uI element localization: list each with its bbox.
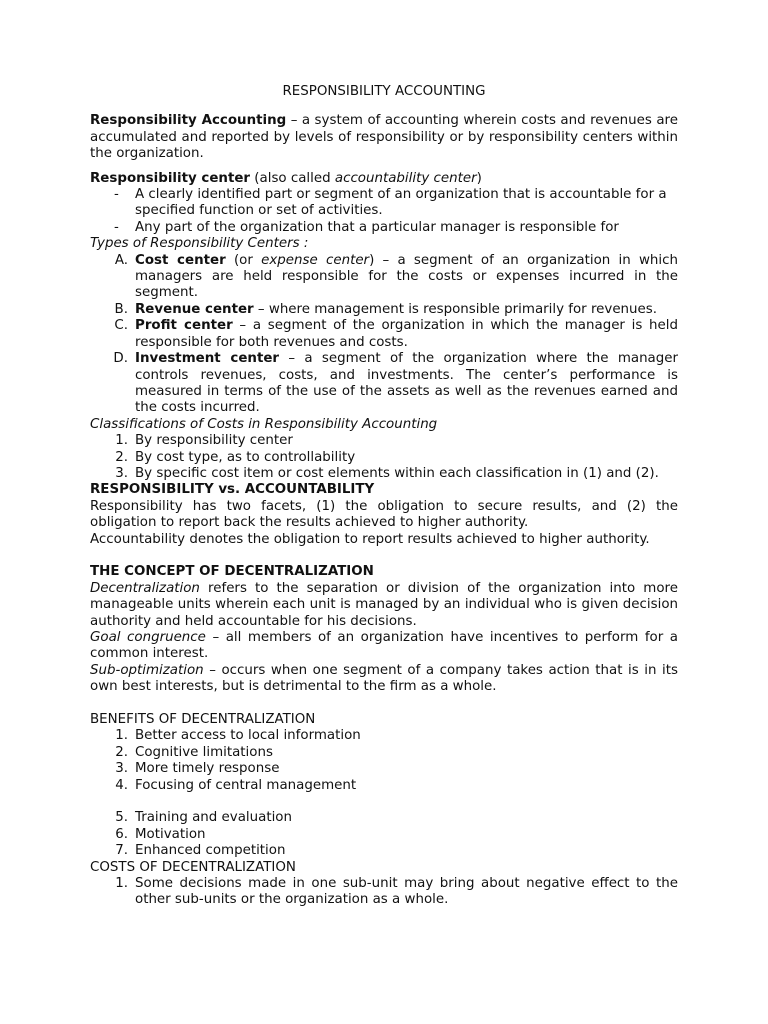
list-item-text: Focusing of central management: [135, 777, 357, 793]
document-body: [90, 84, 678, 909]
list-item-text: Better access to local information: [135, 728, 361, 744]
list-item-text: Training and evaluation: [135, 810, 292, 826]
list-item: [90, 745, 678, 761]
term: Profit center: [135, 318, 233, 334]
definition-text: – a system of accounting wherein costs and revenues are accumulated and reported by levels of responsibility or by responsibility centers within the organization.: [90, 113, 678, 162]
list-item: [90, 827, 678, 843]
term: Cost center: [135, 252, 226, 268]
classifications-heading: [90, 417, 678, 433]
list-item-text: Cognitive limitations: [135, 744, 273, 760]
section-heading-text: THE CONCEPT OF DECENTRALIZATION: [90, 564, 374, 580]
list-marker: C.: [114, 318, 128, 334]
list-marker: 4.: [115, 777, 128, 793]
decentralization-definition: [90, 581, 678, 630]
responsibility-vs-accountability-heading: [90, 482, 678, 498]
spacer: [90, 794, 678, 810]
list-marker: B.: [114, 301, 128, 317]
accountability-paragraph: Accountability denotes the obligation to report results achieved to higher authority.: [90, 531, 650, 547]
text: (also called: [250, 170, 335, 186]
text: ) – a segment of an organization in which managers are held responsible for the costs or expenses incurred in the segment.: [135, 252, 678, 301]
list-item-text: A clearly identified part or segment of an organization that is accountable for a specified function or set of activities.: [135, 187, 667, 219]
list-item-text: By specific cost item or cost elements within each classification in (1) and (2).: [135, 465, 659, 481]
list-marker: A.: [114, 252, 128, 268]
list-item: [90, 466, 678, 482]
term: Sub-optimization: [90, 662, 204, 678]
term: Investment center: [135, 351, 280, 367]
definition-text: refers to the separation or division of the organization into more manageable units wherein each unit is managed by an individual who is given decision authority and held accountable for his decisions.: [90, 580, 678, 629]
list-marker: D.: [113, 351, 128, 367]
list-marker: 3.: [115, 465, 128, 481]
costs-list: [90, 876, 678, 909]
list-marker: 6.: [115, 826, 128, 842]
classifications-list: [90, 433, 678, 482]
list-marker: 2.: [115, 744, 128, 760]
list-item: [90, 778, 678, 794]
responsibility-center-heading: [90, 171, 678, 187]
list-item: [90, 318, 678, 351]
text: – where management is responsible primarily for revenues.: [253, 301, 658, 317]
list-marker: 1.: [115, 876, 128, 892]
list-item-text: More timely response: [135, 761, 280, 777]
list-item: [90, 728, 678, 744]
page-title: RESPONSIBILITY ACCOUNTING: [282, 84, 486, 99]
alt-term: expense center: [261, 252, 370, 268]
list-item: [90, 433, 678, 449]
list-marker: 1.: [115, 433, 128, 449]
term: Goal congruence: [90, 629, 206, 645]
types-list: [90, 253, 678, 417]
list-item-text: Enhanced competition: [135, 843, 286, 859]
term: Revenue center: [135, 301, 254, 317]
list-item-text: Some decisions made in one sub-unit may bring about negative effect to the other sub-units or the organization as a whole.: [135, 876, 678, 908]
list-marker: 3.: [115, 761, 128, 777]
term: Decentralization: [90, 580, 200, 596]
responsibility-center-bullets: [90, 187, 678, 236]
section-heading-text: RESPONSIBILITY vs. ACCOUNTABILITY: [90, 482, 375, 498]
benefits-list-continued: [90, 810, 678, 859]
costs-heading: COSTS OF DECENTRALIZATION: [90, 859, 296, 875]
list-item: [90, 302, 678, 318]
list-item: [90, 220, 678, 236]
list-item: [90, 187, 678, 220]
list-item: [90, 450, 678, 466]
list-item-text: Any part of the organization that a particular manager is responsible for: [135, 219, 619, 235]
decentralization-heading: [90, 564, 678, 580]
definition-responsibility-accounting: [90, 113, 678, 162]
text: (or: [225, 252, 262, 268]
spacer: [90, 548, 678, 564]
benefits-list: [90, 728, 678, 794]
dash-marker: -: [114, 187, 119, 203]
dash-marker: -: [114, 219, 119, 235]
text: ): [476, 170, 482, 186]
goal-congruence-definition: [90, 630, 678, 663]
sub-optimization-definition: [90, 663, 678, 696]
list-item: [90, 876, 678, 909]
definition-text: – all members of an organization have incentives to perform for a common interest.: [90, 629, 678, 662]
list-marker: 5.: [115, 810, 128, 826]
definition-text: – occurs when one segment of a company takes action that is in its own best interests, but is detrimental to the firm as a whole.: [90, 662, 678, 695]
list-marker: 2.: [115, 449, 128, 465]
list-item: [90, 843, 678, 859]
text: – a segment of the organization in which the manager is held responsible for both revenues and costs.: [135, 318, 679, 350]
types-heading-text: Types of Responsibility Centers :: [90, 236, 309, 252]
list-item: [90, 253, 678, 302]
classifications-heading-text: Classifications of Costs in Responsibility Accounting: [90, 416, 438, 432]
list-item: [90, 351, 678, 417]
list-marker: 1.: [115, 728, 128, 744]
list-item-text: By cost type, as to controllability: [135, 449, 356, 465]
list-item: [90, 810, 678, 826]
list-item: [90, 761, 678, 777]
spacer: [90, 696, 678, 712]
text: – a segment of the organization where the manager controls revenues, costs, and investments. The center’s performance is measured in terms of the use of the assets as well as the revenues earned and the costs incurred.: [135, 351, 679, 416]
benefits-heading: BENEFITS OF DECENTRALIZATION: [90, 712, 316, 727]
responsibility-paragraph: Responsibility has two facets, (1) the obligation to secure results, and (2) the obligation to report back the results achieved to higher authority.: [90, 498, 678, 531]
alt-term: accountability center: [334, 170, 477, 186]
list-item-text: Motivation: [135, 826, 206, 842]
list-item-text: By responsibility center: [135, 433, 293, 449]
term: Responsibility center: [90, 170, 251, 186]
types-heading: [90, 236, 678, 252]
list-marker: 7.: [115, 843, 128, 859]
term: Responsibility Accounting: [90, 113, 287, 129]
